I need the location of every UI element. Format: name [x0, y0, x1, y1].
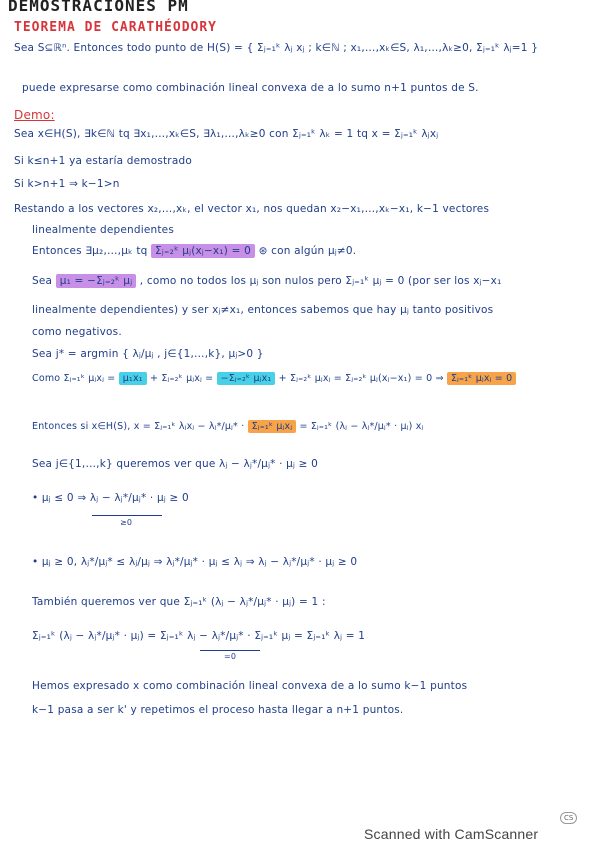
proof-line-5	[32, 274, 502, 288]
proof-line-1: Sea x∈H(S), ∃k∈ℕ tq ∃x₁,…,xₖ∈S, ∃λ₁,…,λₖ≥0 con Σⱼ₌₁ᵏ λₖ = 1 tq x = Σⱼ₌₁ᵏ λⱼxⱼ	[14, 128, 439, 140]
proof-line-9-a: Como Σⱼ₌₁ᵏ μⱼxⱼ =	[32, 373, 116, 384]
theorem-statement-line1: Sea S⊆ℝⁿ. Entonces todo punto de H(S) = { Σⱼ₌₁ᵏ λⱼ xⱼ ; k∈ℕ ; x₁,…,xₖ∈S, λ₁,…,λₖ≥0, Σⱼ₌₁ᵏ λⱼ=1 }	[14, 42, 539, 54]
proof-bullet-2: Si k>n+1 ⇒ k−1>n	[14, 178, 120, 190]
theorem-title: TEOREMA DE CARATHÉODORY	[14, 20, 218, 35]
proof-line-9-b: + Σⱼ₌₂ᵏ μⱼxⱼ =	[150, 373, 214, 384]
proof-line-4-b: ⊛ con algún μⱼ≠0.	[258, 245, 357, 257]
proof-line-9	[32, 372, 516, 385]
underbrace-1	[92, 515, 162, 516]
proof-bullet-1: Si k≤n+1 ya estaría demostrado	[14, 155, 192, 167]
proof-line-10	[32, 420, 423, 433]
underbrace-2	[200, 650, 260, 651]
scanner-stamp-icon: CS	[560, 812, 577, 824]
highlight-purple-sum: Σⱼ₌₂ᵏ μⱼ(xⱼ−x₁) = 0	[151, 244, 255, 258]
scanned-footer: Scanned with CamScanner	[364, 826, 539, 842]
proof-line-10-a: Entonces si x∈H(S), x = Σⱼ₌₁ᵏ λⱼxⱼ − λⱼ*/μⱼ* ·	[32, 421, 245, 432]
highlight-cyan-mu1x1: μ₁x₁	[119, 372, 147, 385]
theorem-statement-line2: puede expresarse como combinación lineal convexa de a lo sumo n+1 puntos de S.	[22, 82, 479, 94]
proof-line-5-a: Sea	[32, 275, 53, 287]
proof-line-10-b: = Σⱼ₌₁ᵏ (λⱼ − λⱼ*/μⱼ* · μⱼ) xⱼ	[299, 421, 424, 432]
proof-line-17: k−1 pasa a ser k' y repetimos el proceso hasta llegar a n+1 puntos.	[32, 704, 404, 716]
proof-line-5-b: , como no todos los μⱼ son nulos pero Σⱼ₌₁ᵏ μⱼ = 0 (por ser los xⱼ−x₁	[139, 275, 502, 287]
proof-label: Demo:	[14, 108, 55, 122]
proof-line-7: como negativos.	[32, 326, 122, 338]
underbrace-1-label: ≥0	[120, 518, 133, 527]
proof-line-4	[32, 244, 356, 258]
proof-line-12: • μⱼ ≤ 0 ⇒ λⱼ − λⱼ*/μⱼ* · μⱼ ≥ 0	[32, 492, 189, 504]
proof-line-6: linealmente dependientes) y ser xⱼ≠x₁, entonces sabemos que hay μⱼ tanto positivos	[32, 304, 494, 316]
underbrace-2-label: =0	[224, 652, 237, 661]
proof-line-11: Sea j∈{1,…,k} queremos ver que λⱼ − λⱼ*/μⱼ* · μⱼ ≥ 0	[32, 458, 319, 470]
highlight-orange-result: Σⱼ₌₁ᵏ μⱼxⱼ = 0	[447, 372, 516, 385]
proof-line-8: Sea j* = argmin { λⱼ/μⱼ , j∈{1,…,k}, μⱼ>0 }	[32, 348, 264, 360]
proof-line-14: También queremos ver que Σⱼ₌₁ᵏ (λⱼ − λⱼ*/μⱼ* · μⱼ) = 1 :	[32, 596, 326, 608]
proof-line-15: Σⱼ₌₁ᵏ (λⱼ − λⱼ*/μⱼ* · μⱼ) = Σⱼ₌₁ᵏ λⱼ − λⱼ*/μⱼ* · Σⱼ₌₁ᵏ μⱼ = Σⱼ₌₁ᵏ λⱼ = 1	[32, 630, 366, 642]
proof-line-13: • μⱼ ≥ 0, λⱼ*/μⱼ* ≤ λⱼ/μⱼ ⇒ λⱼ*/μⱼ* · μⱼ ≤ λⱼ ⇒ λⱼ − λⱼ*/μⱼ* · μⱼ ≥ 0	[32, 556, 358, 568]
proof-line-9-c: + Σⱼ₌₂ᵏ μⱼxⱼ = Σⱼ₌₂ᵏ μⱼ(xⱼ−x₁) = 0 ⇒	[278, 373, 444, 384]
highlight-cyan-sum: −Σⱼ₌₂ᵏ μⱼx₁	[217, 372, 276, 385]
highlight-orange-sum: Σⱼ₌₁ᵏ μⱼxⱼ	[248, 420, 297, 433]
page-header: DEMOSTRACIONES PM	[8, 0, 189, 15]
proof-line-4-a: Entonces ∃μ₂,…,μₖ tq	[32, 245, 148, 257]
proof-line-2: Restando a los vectores x₂,…,xₖ, el vector x₁, nos quedan x₂−x₁,…,xₖ−x₁, k−1 vectores	[14, 203, 490, 215]
highlight-purple-mu1: μ₁ = −Σⱼ₌₂ᵏ μⱼ	[56, 274, 137, 288]
proof-line-16: Hemos expresado x como combinación lineal convexa de a lo sumo k−1 puntos	[32, 680, 468, 692]
proof-line-3: linealmente dependientes	[32, 224, 175, 236]
